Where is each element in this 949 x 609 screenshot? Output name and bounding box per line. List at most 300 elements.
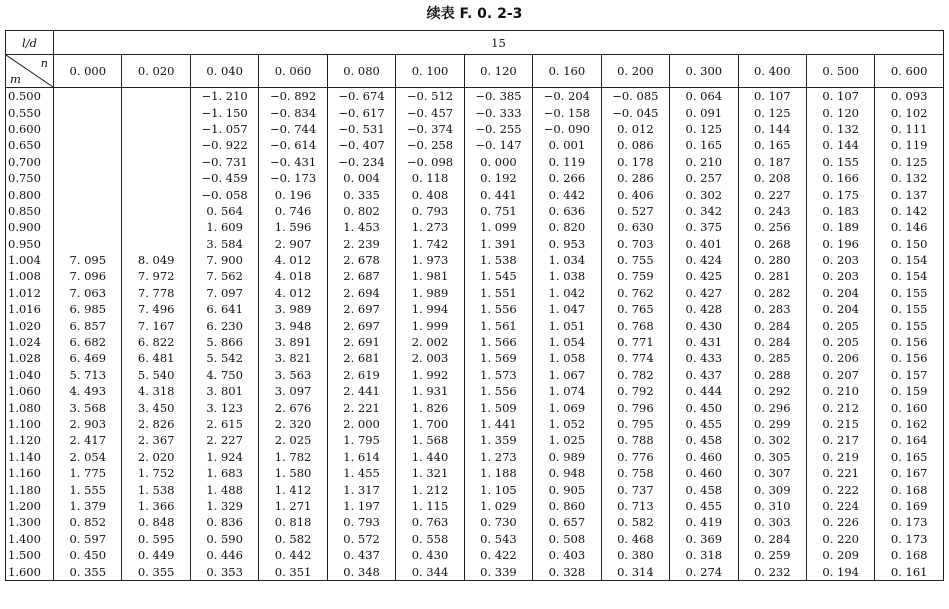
table-cell: 0. 403 xyxy=(533,547,601,563)
table-cell: 0. 154 xyxy=(875,268,944,284)
table-cell: 1. 038 xyxy=(533,268,601,284)
table-cell: 0. 155 xyxy=(875,301,944,317)
m-value-cell: 1.400 xyxy=(6,531,54,547)
m-value-cell: 0.600 xyxy=(6,121,54,137)
table-cell: 0. 207 xyxy=(806,367,874,383)
m-value-cell: 1.004 xyxy=(6,252,54,268)
table-cell: 2. 227 xyxy=(190,432,258,448)
table-cell: 2. 697 xyxy=(327,317,395,333)
table-cell: 1. 440 xyxy=(396,449,464,465)
table-cell: −0. 045 xyxy=(601,104,669,120)
table-cell: −0. 407 xyxy=(327,137,395,153)
table-cell: 1. 931 xyxy=(396,383,464,399)
m-value-cell: 1.120 xyxy=(6,432,54,448)
m-value-cell: 1.600 xyxy=(6,563,54,580)
table-cell: 1. 973 xyxy=(396,252,464,268)
table-cell: 2. 678 xyxy=(327,252,395,268)
table-cell: 1. 700 xyxy=(396,416,464,432)
table-cell: 0. 375 xyxy=(670,219,738,235)
table-cell: 0. 713 xyxy=(601,498,669,514)
table-cell xyxy=(122,186,190,202)
table-cell: 0. 204 xyxy=(806,301,874,317)
table-cell: 0. 458 xyxy=(670,481,738,497)
table-cell: 0. 203 xyxy=(806,252,874,268)
table-cell: 1. 212 xyxy=(396,481,464,497)
table-cell: 6. 682 xyxy=(54,334,122,350)
table-cell: 0. 424 xyxy=(670,252,738,268)
table-cell: 0. 281 xyxy=(738,268,806,284)
table-cell: 0. 162 xyxy=(875,416,944,432)
table-cell: 0. 125 xyxy=(738,104,806,120)
table-cell: 0. 243 xyxy=(738,203,806,219)
table-cell: 7. 972 xyxy=(122,268,190,284)
table-cell xyxy=(54,170,122,186)
table-cell: 0. 284 xyxy=(738,317,806,333)
table-cell xyxy=(122,88,190,105)
table-cell: −0. 531 xyxy=(327,121,395,137)
table-cell: 0. 444 xyxy=(670,383,738,399)
table-cell xyxy=(122,219,190,235)
table-cell: 0. 132 xyxy=(806,121,874,137)
group-header: 15 xyxy=(54,31,944,55)
table-cell: 0. 590 xyxy=(190,531,258,547)
table-cell: 0. 204 xyxy=(806,285,874,301)
table-row xyxy=(6,334,944,350)
table-cell: 0. 107 xyxy=(806,88,874,105)
table-cell: 0. 597 xyxy=(54,531,122,547)
table-cell: 0. 178 xyxy=(601,154,669,170)
table-cell: 0. 302 xyxy=(670,186,738,202)
table-cell xyxy=(122,203,190,219)
table-row xyxy=(6,465,944,481)
table-cell: 0. 527 xyxy=(601,203,669,219)
table-cell: 0. 771 xyxy=(601,334,669,350)
table-cell: 0. 348 xyxy=(327,563,395,580)
table-cell: 0. 150 xyxy=(875,236,944,252)
table-row xyxy=(6,317,944,333)
table-cell: 0. 730 xyxy=(464,514,532,530)
table-cell: 0. 000 xyxy=(464,154,532,170)
table-row xyxy=(6,399,944,415)
table-cell: 0. 782 xyxy=(601,367,669,383)
table-cell: 0. 450 xyxy=(670,399,738,415)
m-value-cell: 0.950 xyxy=(6,236,54,252)
table-cell: 0. 307 xyxy=(738,465,806,481)
table-cell: 0. 582 xyxy=(259,531,327,547)
table-cell: 2. 691 xyxy=(327,334,395,350)
table-cell: 0. 165 xyxy=(738,137,806,153)
table-cell: 0. 205 xyxy=(806,317,874,333)
table-cell: 0. 132 xyxy=(875,170,944,186)
table-cell: 0. 001 xyxy=(533,137,601,153)
table-cell: 0. 793 xyxy=(396,203,464,219)
table-cell: 2. 907 xyxy=(259,236,327,252)
table-cell: −0. 674 xyxy=(327,88,395,105)
m-value-cell: 1.016 xyxy=(6,301,54,317)
table-row xyxy=(6,563,944,580)
table-cell: 0. 187 xyxy=(738,154,806,170)
table-cell: 1. 115 xyxy=(396,498,464,514)
table-cell: −0. 374 xyxy=(396,121,464,137)
table-cell: 1. 025 xyxy=(533,432,601,448)
table-cell: 7. 496 xyxy=(122,301,190,317)
table-cell: 7. 095 xyxy=(54,252,122,268)
table-cell: 1. 994 xyxy=(396,301,464,317)
table-cell: 1. 099 xyxy=(464,219,532,235)
table-cell: 1. 455 xyxy=(327,465,395,481)
m-value-cell: 0.800 xyxy=(6,186,54,202)
table-cell: 1. 551 xyxy=(464,285,532,301)
table-cell: 0. 442 xyxy=(259,547,327,563)
table-cell: 2. 694 xyxy=(327,285,395,301)
m-value-cell: 0.850 xyxy=(6,203,54,219)
table-cell: 1. 569 xyxy=(464,350,532,366)
table-cell: 1. 034 xyxy=(533,252,601,268)
table-row xyxy=(6,350,944,366)
table-cell: −0. 333 xyxy=(464,104,532,120)
table-cell: 0. 836 xyxy=(190,514,258,530)
table-cell: 3. 563 xyxy=(259,367,327,383)
table-cell: 0. 408 xyxy=(396,186,464,202)
m-axis-label: m xyxy=(10,72,21,86)
table-cell: 0. 431 xyxy=(670,334,738,350)
table-cell: −0. 744 xyxy=(259,121,327,137)
table-cell: 0. 102 xyxy=(875,104,944,120)
n-value-header: 0. 400 xyxy=(738,55,806,88)
table-cell: 0. 125 xyxy=(670,121,738,137)
table-cell: 0. 107 xyxy=(738,88,806,105)
coefficient-table xyxy=(5,30,944,581)
table-cell: 0. 737 xyxy=(601,481,669,497)
m-value-cell: 1.100 xyxy=(6,416,54,432)
table-cell: 0. 215 xyxy=(806,416,874,432)
table-cell xyxy=(122,170,190,186)
table-cell: 3. 989 xyxy=(259,301,327,317)
table-cell: 0. 257 xyxy=(670,170,738,186)
table-cell: 3. 948 xyxy=(259,317,327,333)
table-cell: 0. 759 xyxy=(601,268,669,284)
table-cell: 1. 412 xyxy=(259,481,327,497)
table-cell: 1. 058 xyxy=(533,350,601,366)
table-cell: 0. 852 xyxy=(54,514,122,530)
table-row xyxy=(6,416,944,432)
table-cell: 0. 155 xyxy=(875,285,944,301)
table-cell: 1. 924 xyxy=(190,449,258,465)
table-cell: 0. 765 xyxy=(601,301,669,317)
table-cell xyxy=(54,121,122,137)
table-cell: −0. 614 xyxy=(259,137,327,153)
table-cell: 0. 091 xyxy=(670,104,738,120)
table-cell: 0. 119 xyxy=(533,154,601,170)
m-value-cell: 1.080 xyxy=(6,399,54,415)
table-cell: 2. 002 xyxy=(396,334,464,350)
table-cell: 3. 450 xyxy=(122,399,190,415)
table-cell: 0. 703 xyxy=(601,236,669,252)
table-cell: 2. 239 xyxy=(327,236,395,252)
table-cell: 1. 359 xyxy=(464,432,532,448)
m-value-cell: 1.500 xyxy=(6,547,54,563)
table-cell: 0. 406 xyxy=(601,186,669,202)
table-cell: 0. 208 xyxy=(738,170,806,186)
table-cell: −0. 098 xyxy=(396,154,464,170)
table-cell: 0. 165 xyxy=(875,449,944,465)
table-cell: 0. 468 xyxy=(601,531,669,547)
table-cell: 0. 762 xyxy=(601,285,669,301)
table-cell: 0. 310 xyxy=(738,498,806,514)
table-cell: 1. 609 xyxy=(190,219,258,235)
m-value-cell: 0.550 xyxy=(6,104,54,120)
table-cell: 1. 556 xyxy=(464,383,532,399)
table-row xyxy=(6,498,944,514)
table-cell: 1. 029 xyxy=(464,498,532,514)
table-title: 续表 F. 0. 2-3 xyxy=(426,6,523,22)
table-row xyxy=(6,252,944,268)
table-cell: 6. 481 xyxy=(122,350,190,366)
table-cell: −0. 512 xyxy=(396,88,464,105)
table-cell: 2. 054 xyxy=(54,449,122,465)
table-row xyxy=(6,137,944,153)
table-cell: −0. 385 xyxy=(464,88,532,105)
table-cell: 2. 441 xyxy=(327,383,395,399)
table-cell: 1. 051 xyxy=(533,317,601,333)
table-cell: −0. 234 xyxy=(327,154,395,170)
table-cell: 0. 266 xyxy=(533,170,601,186)
table-cell: 2. 903 xyxy=(54,416,122,432)
table-cell: 0. 419 xyxy=(670,514,738,530)
table-cell: 1. 047 xyxy=(533,301,601,317)
table-cell: 5. 713 xyxy=(54,367,122,383)
table-cell: 0. 564 xyxy=(190,203,258,219)
table-cell: 2. 003 xyxy=(396,350,464,366)
table-cell: 1. 329 xyxy=(190,498,258,514)
table-cell: 0. 205 xyxy=(806,334,874,350)
table-cell: 6. 230 xyxy=(190,317,258,333)
table-cell xyxy=(122,104,190,120)
table-cell: −0. 617 xyxy=(327,104,395,120)
table-cell: 0. 296 xyxy=(738,399,806,415)
table-cell: 0. 118 xyxy=(396,170,464,186)
table-cell: 0. 758 xyxy=(601,465,669,481)
m-value-cell: 0.750 xyxy=(6,170,54,186)
table-cell: 0. 189 xyxy=(806,219,874,235)
table-row xyxy=(6,186,944,202)
table-cell: 0. 948 xyxy=(533,465,601,481)
table-cell: 0. 558 xyxy=(396,531,464,547)
table-cell: 1. 742 xyxy=(396,236,464,252)
table-cell: 1. 188 xyxy=(464,465,532,481)
table-cell: 1. 509 xyxy=(464,399,532,415)
table-cell: 0. 160 xyxy=(875,399,944,415)
table-cell: 0. 157 xyxy=(875,367,944,383)
table-cell: 1. 488 xyxy=(190,481,258,497)
table-cell: 0. 508 xyxy=(533,531,601,547)
table-cell: 0. 286 xyxy=(601,170,669,186)
table-cell: 0. 401 xyxy=(670,236,738,252)
table-row xyxy=(6,236,944,252)
table-row xyxy=(6,104,944,120)
table-cell: 0. 154 xyxy=(875,252,944,268)
table-cell: 0. 292 xyxy=(738,383,806,399)
table-cell: 4. 012 xyxy=(259,285,327,301)
n-value-header: 0. 000 xyxy=(54,55,122,88)
table-cell: 3. 568 xyxy=(54,399,122,415)
table-cell: 0. 168 xyxy=(875,481,944,497)
m-value-cell: 1.024 xyxy=(6,334,54,350)
table-cell: 1. 453 xyxy=(327,219,395,235)
table-cell: 0. 168 xyxy=(875,547,944,563)
table-cell: 0. 746 xyxy=(259,203,327,219)
table-row xyxy=(6,367,944,383)
n-axis-label: n xyxy=(40,56,48,70)
table-cell: 1. 614 xyxy=(327,449,395,465)
table-cell: 0. 446 xyxy=(190,547,258,563)
table-cell: 0. 086 xyxy=(601,137,669,153)
table-cell: 0. 217 xyxy=(806,432,874,448)
table-row xyxy=(6,514,944,530)
table-cell: 0. 355 xyxy=(54,563,122,580)
table-cell: 0. 064 xyxy=(670,88,738,105)
table-cell: 0. 222 xyxy=(806,481,874,497)
table-cell: 0. 146 xyxy=(875,219,944,235)
table-cell: −0. 158 xyxy=(533,104,601,120)
table-cell: 0. 989 xyxy=(533,449,601,465)
table-cell: 2. 417 xyxy=(54,432,122,448)
m-value-cell: 1.028 xyxy=(6,350,54,366)
table-cell: 0. 156 xyxy=(875,350,944,366)
table-cell: 0. 848 xyxy=(122,514,190,530)
table-cell: 0. 274 xyxy=(670,563,738,580)
table-row xyxy=(6,449,944,465)
table-cell: 3. 097 xyxy=(259,383,327,399)
table-cell: 1. 561 xyxy=(464,317,532,333)
table-cell: 0. 795 xyxy=(601,416,669,432)
table-cell: 1. 197 xyxy=(327,498,395,514)
table-cell: 6. 641 xyxy=(190,301,258,317)
table-cell: −0. 892 xyxy=(259,88,327,105)
table-row xyxy=(6,203,944,219)
table-cell: 0. 220 xyxy=(806,531,874,547)
table-cell: 7. 900 xyxy=(190,252,258,268)
table-cell: 0. 437 xyxy=(670,367,738,383)
diagonal-header-cell xyxy=(6,55,54,88)
table-row xyxy=(6,170,944,186)
table-cell: 1. 989 xyxy=(396,285,464,301)
table-cell: 3. 801 xyxy=(190,383,258,399)
table-cell: 6. 985 xyxy=(54,301,122,317)
table-cell: 0. 953 xyxy=(533,236,601,252)
table-cell: 0. 636 xyxy=(533,203,601,219)
table-cell: 4. 018 xyxy=(259,268,327,284)
table-cell: 0. 012 xyxy=(601,121,669,137)
table-cell: 0. 283 xyxy=(738,301,806,317)
table-cell: −0. 147 xyxy=(464,137,532,153)
table-cell: 0. 159 xyxy=(875,383,944,399)
table-cell: 0. 210 xyxy=(670,154,738,170)
table-cell: 0. 194 xyxy=(806,563,874,580)
table-cell: 1. 555 xyxy=(54,481,122,497)
table-cell: 0. 427 xyxy=(670,285,738,301)
table-cell: 1. 538 xyxy=(464,252,532,268)
table-cell: 4. 493 xyxy=(54,383,122,399)
n-value-header: 0. 080 xyxy=(327,55,395,88)
table-cell: 6. 857 xyxy=(54,317,122,333)
table-cell: 0. 221 xyxy=(806,465,874,481)
table-row xyxy=(6,88,944,105)
table-cell: 1. 556 xyxy=(464,301,532,317)
m-value-cell: 0.650 xyxy=(6,137,54,153)
table-cell: 1. 074 xyxy=(533,383,601,399)
table-cell: 0. 192 xyxy=(464,170,532,186)
table-cell: 1. 379 xyxy=(54,498,122,514)
table-cell: 0. 905 xyxy=(533,481,601,497)
table-cell: 7. 096 xyxy=(54,268,122,284)
m-value-cell: 0.500 xyxy=(6,88,54,105)
table-cell: −1. 210 xyxy=(190,88,258,105)
table-row xyxy=(6,154,944,170)
table-cell: 1. 441 xyxy=(464,416,532,432)
table-row xyxy=(6,547,944,563)
table-cell: 4. 318 xyxy=(122,383,190,399)
table-cell: 0. 167 xyxy=(875,465,944,481)
table-cell: 0. 437 xyxy=(327,547,395,563)
n-value-header: 0. 100 xyxy=(396,55,464,88)
table-cell: 0. 256 xyxy=(738,219,806,235)
table-cell: 1. 573 xyxy=(464,367,532,383)
table-cell: 1. 596 xyxy=(259,219,327,235)
table-cell: 2. 681 xyxy=(327,350,395,366)
table-cell: 0. 572 xyxy=(327,531,395,547)
table-cell: 0. 630 xyxy=(601,219,669,235)
table-cell: −1. 150 xyxy=(190,104,258,120)
table-cell: 1. 391 xyxy=(464,236,532,252)
table-cell: 0. 212 xyxy=(806,399,874,415)
table-cell: 3. 891 xyxy=(259,334,327,350)
table-cell: 0. 119 xyxy=(875,137,944,153)
table-cell: 0. 342 xyxy=(670,203,738,219)
m-value-cell: 1.300 xyxy=(6,514,54,530)
table-cell: 0. 303 xyxy=(738,514,806,530)
table-cell: 0. 430 xyxy=(396,547,464,563)
table-cell: 1. 999 xyxy=(396,317,464,333)
n-value-header: 0. 040 xyxy=(190,55,258,88)
table-body xyxy=(6,88,944,581)
ld-header: l/d xyxy=(6,31,54,55)
table-cell xyxy=(54,236,122,252)
table-cell: 0. 125 xyxy=(875,154,944,170)
table-cell: 0. 328 xyxy=(533,563,601,580)
n-value-header: 0. 020 xyxy=(122,55,190,88)
table-cell: 3. 123 xyxy=(190,399,258,415)
table-cell: 7. 167 xyxy=(122,317,190,333)
table-cell: 0. 288 xyxy=(738,367,806,383)
table-cell: 0. 173 xyxy=(875,531,944,547)
table-cell: 0. 751 xyxy=(464,203,532,219)
table-cell: 0. 285 xyxy=(738,350,806,366)
n-value-header: 0. 120 xyxy=(464,55,532,88)
table-cell: 0. 355 xyxy=(122,563,190,580)
table-cell: 3. 584 xyxy=(190,236,258,252)
table-cell xyxy=(122,236,190,252)
table-cell: −0. 173 xyxy=(259,170,327,186)
table-cell: 2. 615 xyxy=(190,416,258,432)
table-cell xyxy=(54,219,122,235)
table-cell: 0. 137 xyxy=(875,186,944,202)
table-row xyxy=(6,121,944,137)
table-cell: 7. 562 xyxy=(190,268,258,284)
table-row xyxy=(6,383,944,399)
table-cell: 1. 775 xyxy=(54,465,122,481)
table-cell: 0. 004 xyxy=(327,170,395,186)
